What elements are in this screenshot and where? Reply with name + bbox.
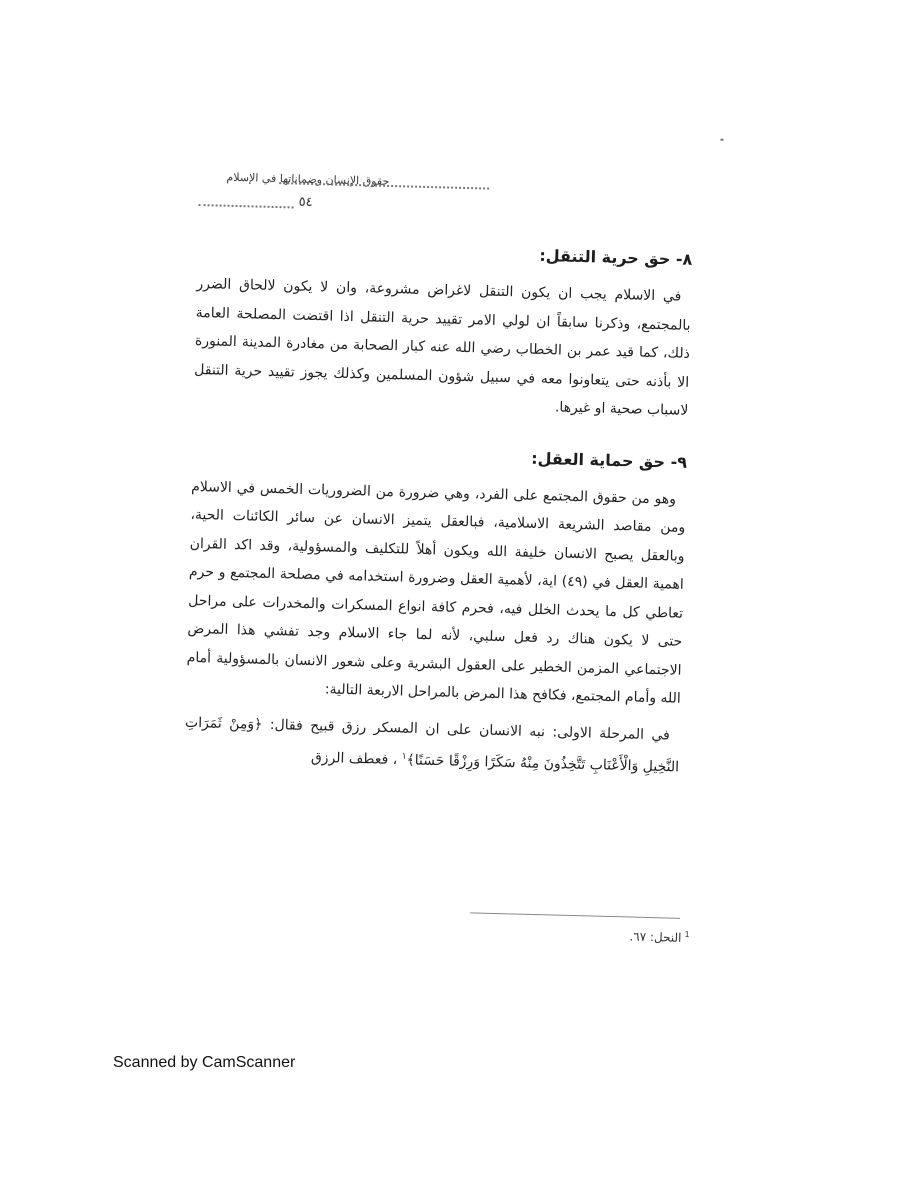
- book-page: [179, 150, 720, 963]
- page-number: ٥٤: [298, 194, 313, 210]
- paragraph-first-stage: [184, 708, 680, 782]
- footnote-area: [180, 905, 700, 945]
- scanner-watermark: Scanned by CamScanner: [113, 1054, 296, 1071]
- section-heading-movement: ٨- حق حرية التنقل:: [539, 245, 693, 269]
- scan-speck: [720, 139, 723, 141]
- first-stage-text: في المرحلة الاولى: نبه الانسان على ان المسكر رزق قبيح فقال: ﴿وَمِنْ ثَمَرَاتِ النَّخِيلِ وَالْأَعْنَابِ تَتَّخِذُونَ مِنْهُ سَكَرًا وَرِزْقًا حَسَنًا﴾: [184, 714, 680, 776]
- running-header: [198, 170, 719, 228]
- header-title: حقوق الإنسان وضماناتها في الإسلام: [226, 170, 390, 188]
- footnote: [629, 929, 689, 946]
- section-heading-mind: ٩- حق حماية العقل:: [531, 448, 688, 472]
- paragraph-mind: وهو من حقوق المجتمع على الفرد، وهي ضرورة من الضروريات الخمس في الاسلام ومن مقاصد الشريعة الاسلامية، فبالعقل يتميز الانسان عن سائر الكائنات الحية، وبالعقل يصبح الانسان خليفة الله ويكون أهلاً للتكليف والمسؤولية، وقد اكد القران اهمية العقل في (٤٩) اية، لأهمية العقل وضرورة استخدامه في مصلحة المجتمع و حرم تعاطي كل ما يحدث الخلل فيه، فحرم كافة انواع المسكرات والمخدرات على مراحل حتى لا يكون هناك رد فعل سلبي، لأنه لما جاء الاسلام وجد تفشي هذا المرض الاجتماعي المزمن الخطير على العقول البشرية وعلى شعور الانسان بالمسؤولية أمام الله وأمام المجتمع، فكافح هذا المرض بالمراحل الاربعة التالية:: [186, 478, 686, 707]
- first-stage-text-end: ، فعطف الرزق: [310, 749, 398, 769]
- header-dotted-leader-2: [199, 204, 294, 208]
- main-text: [184, 232, 693, 782]
- footnote-text: النحل: ٦٧.: [629, 929, 682, 945]
- footnote-number: 1: [684, 929, 690, 940]
- footnote-reference: ١: [401, 751, 407, 762]
- footnote-separator: [470, 912, 680, 918]
- paragraph-movement: في الاسلام يجب ان يكون التنقل لاغراض مشروعة، وان لا يكون لالحاق الضرر بالمجتمع، وذكرنا سابقاً ان لولي الامر تقييد حرية التنقل اذا اقتضت المصلحة العامة ذلك، كما قيد عمر بن الخطاب رضي الله عنه كبار الصحابة من مغادرة المدينة المنورة الا بأذنه حتى يتعاونوا معه في سبيل شؤون المسلمين وكذلك يجوز تقييد حرية التنقل لاسباب صحية او غيرها.: [194, 275, 691, 419]
